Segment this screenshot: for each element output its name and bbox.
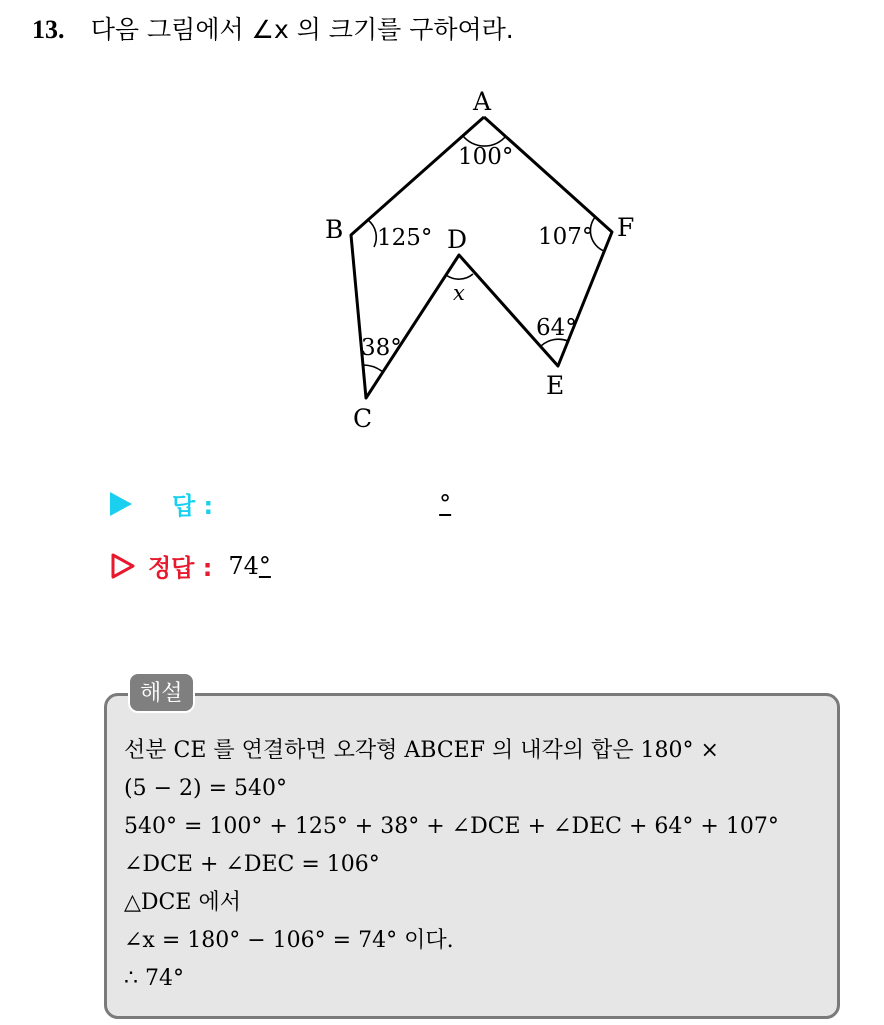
question-text: 다음 그림에서 ∠x 의 크기를 구하여라.	[90, 15, 514, 44]
answer-row	[110, 486, 451, 521]
correct-answer-value: 74	[228, 551, 259, 580]
explanation-line: 540° = 100° + 125° + 38° + ∠DCE + ∠DEC + 64° + 107°	[124, 814, 779, 839]
explanation-lines	[124, 732, 779, 998]
explanation-line: ∴ 74°	[124, 966, 184, 991]
angle-arc-b	[368, 220, 376, 247]
explanation-line: ∠DCE + ∠DEC = 106°	[124, 852, 380, 877]
geometry-figure	[0, 0, 884, 460]
question-number: 13.	[32, 15, 65, 44]
vertex-label-d: D	[447, 225, 468, 254]
vertex-label-a: A	[473, 87, 492, 116]
angle-arc-c	[362, 365, 383, 372]
vertex-label-c: C	[353, 404, 373, 433]
angle-label-d: x	[453, 281, 465, 305]
vertex-label-b: B	[325, 215, 344, 244]
explanation-line: 선분 CE 를 연결하면 오각형 ABCEF 의 내각의 합은 180° ×	[124, 738, 719, 763]
vertex-label-f: F	[617, 213, 635, 242]
explanation-tag: 해설	[128, 672, 195, 713]
play-icon	[110, 492, 132, 516]
correct-answer-row	[110, 548, 271, 583]
angle-label-b: 125°	[377, 225, 433, 251]
answer-label: 답 :	[172, 492, 214, 520]
correct-answer-unit: °	[258, 551, 271, 580]
vertex-label-e: E	[546, 371, 565, 400]
explanation-line: (5 − 2) = 540°	[124, 776, 287, 801]
correct-answer-label: 정답 :	[148, 554, 213, 582]
angle-label-c: 38°	[361, 335, 402, 361]
angle-label-a: 100°	[458, 144, 514, 170]
explanation-line: ∠x = 180° − 106° = 74° 이다.	[124, 928, 454, 953]
play-outline-icon	[110, 552, 136, 580]
angle-label-e: 64°	[536, 315, 577, 341]
explanation-line: △DCE 에서	[124, 890, 241, 915]
angle-arc-d	[446, 274, 473, 279]
answer-unit: °	[439, 489, 452, 518]
angle-label-f: 107°	[538, 224, 594, 250]
